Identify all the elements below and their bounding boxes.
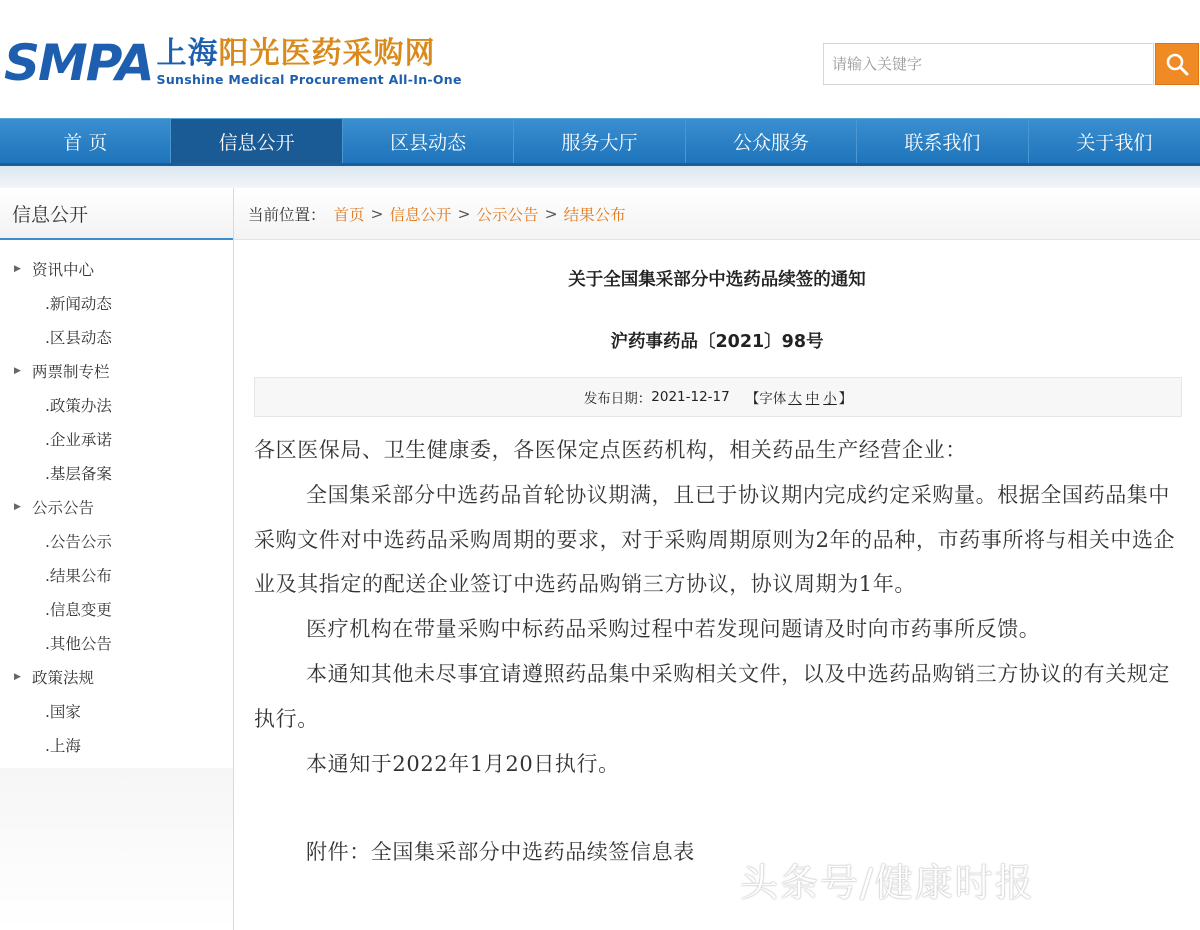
sidebar-item-public-notice[interactable]: .公告公示 xyxy=(45,533,112,551)
breadcrumb-prefix: 当前位置： xyxy=(248,205,326,224)
site-header xyxy=(0,0,1200,118)
article-title: 关于全国集采部分中选药品续签的通知 xyxy=(568,270,866,290)
font-size-close: 】 xyxy=(838,391,853,407)
sidebar-category-label: 公示公告 xyxy=(32,499,95,517)
publish-date: 2021-12-17 xyxy=(651,389,730,405)
article-attachment[interactable]: 附件：全国集采部分中选药品续签信息表 xyxy=(306,840,695,865)
breadcrumb-link-home[interactable]: 首页 xyxy=(333,205,365,224)
publish-info-bar xyxy=(254,377,1182,417)
article-paragraph: 医疗机构在带量采购中标药品采购过程中若发现问题请及时向市药事所反馈。 xyxy=(306,617,1041,642)
publish-date-label: 发布日期： xyxy=(583,391,652,407)
sidebar-item-announcements[interactable] xyxy=(0,490,233,524)
search-button[interactable] xyxy=(1155,43,1199,85)
nav-info-disclosure[interactable]: 信息公开 xyxy=(171,119,342,163)
sidebar-item-results[interactable]: .结果公布 xyxy=(45,567,112,585)
sidebar-title: 信息公开 xyxy=(0,188,233,240)
nav-home[interactable]: 首 页 xyxy=(0,119,171,163)
sidebar-item-other-notice[interactable]: .其他公告 xyxy=(45,635,112,653)
sidebar-item-enterprise-commitment[interactable]: .企业承诺 xyxy=(45,431,112,449)
search-box xyxy=(823,43,1199,85)
nav-service-hall[interactable]: 服务大厅 xyxy=(514,119,685,163)
logo-chinese-name xyxy=(157,36,462,72)
breadcrumb xyxy=(234,188,1200,240)
breadcrumb-link-announcements[interactable]: 公示公告 xyxy=(476,205,539,224)
sidebar-item-policy[interactable]: .政策办法 xyxy=(45,397,112,415)
logo-cn-part2: 阳光医药采购网 xyxy=(218,36,436,71)
sidebar-item-grassroots-filing[interactable]: .基层备案 xyxy=(45,465,112,483)
sidebar-item-two-invoice[interactable] xyxy=(0,354,233,388)
sidebar-item-info-change[interactable]: .信息变更 xyxy=(45,601,112,619)
font-size-medium[interactable]: 中 xyxy=(805,391,820,407)
triangle-right-icon: ▶ xyxy=(14,366,21,376)
sidebar-item-shanghai[interactable]: .上海 xyxy=(45,737,81,755)
font-size-large[interactable]: 大 xyxy=(788,391,802,407)
search-icon xyxy=(1164,51,1190,77)
breadcrumb-separator: > xyxy=(457,204,471,223)
nav-district-news[interactable]: 区县动态 xyxy=(343,119,514,163)
sidebar xyxy=(0,188,233,930)
triangle-right-icon: ▶ xyxy=(14,502,21,512)
sidebar-item-news-center[interactable] xyxy=(0,252,233,286)
nav-shadow-strip xyxy=(0,166,1200,188)
sidebar-category-label: 政策法规 xyxy=(32,669,95,687)
sidebar-background xyxy=(0,768,233,930)
site-logo[interactable] xyxy=(4,34,462,94)
triangle-right-icon: ▶ xyxy=(14,264,21,274)
sidebar-item-news[interactable]: .新闻动态 xyxy=(45,295,112,313)
article-salutation: 各区医保局、卫生健康委，各医保定点医药机构，相关药品生产经营企业： xyxy=(254,438,967,462)
nav-contact-us[interactable]: 联系我们 xyxy=(857,119,1028,163)
sidebar-item-district-news[interactable]: .区县动态 xyxy=(45,329,112,347)
nav-public-service[interactable]: 公众服务 xyxy=(686,119,857,163)
logo-brand: SMPA xyxy=(4,34,153,92)
breadcrumb-separator: > xyxy=(544,204,558,223)
breadcrumb-link-results[interactable]: 结果公布 xyxy=(563,205,626,224)
triangle-right-icon: ▶ xyxy=(14,672,21,682)
article-paragraph: 本通知于2022年1月20日执行。 xyxy=(306,751,620,776)
main-nav xyxy=(0,118,1200,166)
breadcrumb-link-info[interactable]: 信息公开 xyxy=(389,205,452,224)
search-input[interactable] xyxy=(823,43,1154,85)
sidebar-menu xyxy=(0,252,233,762)
sidebar-category-label: 两票制专栏 xyxy=(32,363,110,381)
font-size-small[interactable]: 小 xyxy=(823,391,837,407)
sidebar-item-regulations[interactable] xyxy=(0,660,233,694)
watermark: 头条号/健康时报 xyxy=(740,861,1035,905)
article-paragraph: 本通知其他未尽事宜请遵照药品集中采购相关文件，以及中选药品购销三方协议的有关规定执行。 xyxy=(254,661,1170,731)
sidebar-item-national[interactable]: .国家 xyxy=(45,703,81,721)
article-paragraph: 全国集采部分中选药品首轮协议期满，且已于协议期内完成约定采购量。根据全国药品集中采购文件对中选药品采购周期的要求，对于采购周期原则为2年的品种，市药事所将与相关中选企业及其指定的配送企业签订中选药品购销三方协议，协议周期为1年。 xyxy=(254,482,1176,597)
article-body xyxy=(254,428,1184,875)
main-content xyxy=(234,188,1200,930)
sidebar-category-label: 资讯中心 xyxy=(32,261,95,279)
logo-cn-part1: 上海 xyxy=(156,36,219,71)
logo-text-group xyxy=(157,36,462,87)
logo-english-name: Sunshine Medical Procurement All-In-One xyxy=(156,72,462,87)
article-doc-number: 沪药事药品〔2021〕98号 xyxy=(610,332,824,352)
font-size-label: 【字体 xyxy=(745,391,787,407)
nav-about-us[interactable]: 关于我们 xyxy=(1076,131,1153,154)
breadcrumb-separator: > xyxy=(370,204,384,223)
